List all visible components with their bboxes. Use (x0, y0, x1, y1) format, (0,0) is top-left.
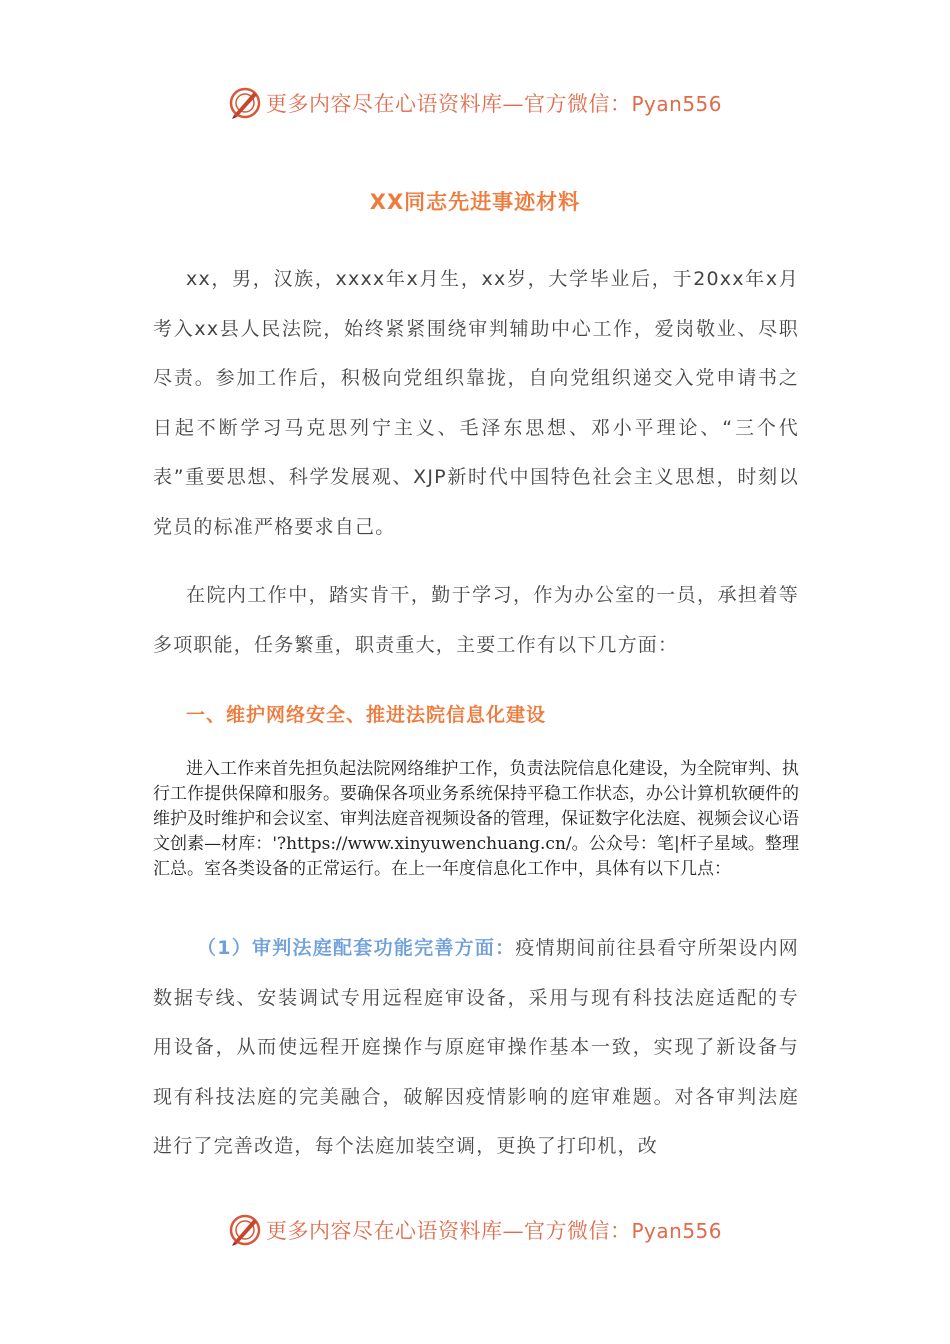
footer-banner (0, 1210, 950, 1250)
section-heading-network: 一、维护网络安全、推进法院信息化建设 (186, 704, 547, 726)
header-banner (0, 83, 950, 123)
paragraph-network-work: 进入工作来首先担负起法院网络维护工作，负责法院信息化建设，为全院审判、执行工作提供保障和服务。要确保各项业务系统保持平稳工作状态，办公计算机软硬件的维护及时维护和会议室、审判法庭音视频设备的管理，保证数字化法庭、视频会议心语文创素—材库：'?https://www.xinyuwenchuang.cn/。公众号：笔|杆子星域。整理汇总。室各类设备的正常运行。在上一年度信息化工作中，具体有以下几点： (153, 759, 799, 879)
sub-item-1-text: 疫情期间前往县看守所架设内网数据专线、安装调试专用远程庭审设备，采用与现有科技法庭适配的专用设备，从而使远程开庭操作与原庭审操作基本一致，实现了新设备与现有科技法庭的完美融合，破解因疫情影响的庭审难题。对各审判法庭进行了完善改造，每个法庭加装空调，更换了打印机，改 (153, 937, 799, 1157)
pen-circle-logo-icon (228, 1213, 262, 1247)
paragraph-duties: 在院内工作中，踏实肯干，勤于学习，作为办公室的一员，承担着等多项职能，任务繁重，职责重大，主要工作有以下几方面： (153, 584, 799, 656)
paragraph-sub-item-1 (153, 924, 799, 1172)
sub-item-1-label: （1）审判法庭配套功能完善方面： (197, 937, 516, 959)
pen-circle-logo-icon (228, 86, 262, 120)
footer-banner-text: 更多内容尽在心语资料库—官方微信：Pyan556 (265, 1219, 722, 1243)
document-title: XX同志先进事迹材料 (369, 190, 581, 214)
paragraph-intro: xx，男，汉族，xxxx年x月生，xx岁，大学毕业后，于20xx年x月考入xx县人民法院，始终紧紧围绕审判辅助中心工作，爱岗敬业、尽职尽责。参加工作后，积极向党组织靠拢，自向党组织递交入党申请书之日起不断学习马克思列宁主义、毛泽东思想、邓小平理论、“三个代表”重要思想、科学发展观、XJP新时代中国特色社会主义思想，时刻以党员的标准严格要求自己。 (153, 268, 799, 538)
header-banner-text: 更多内容尽在心语资料库—官方微信：Pyan556 (265, 92, 722, 116)
